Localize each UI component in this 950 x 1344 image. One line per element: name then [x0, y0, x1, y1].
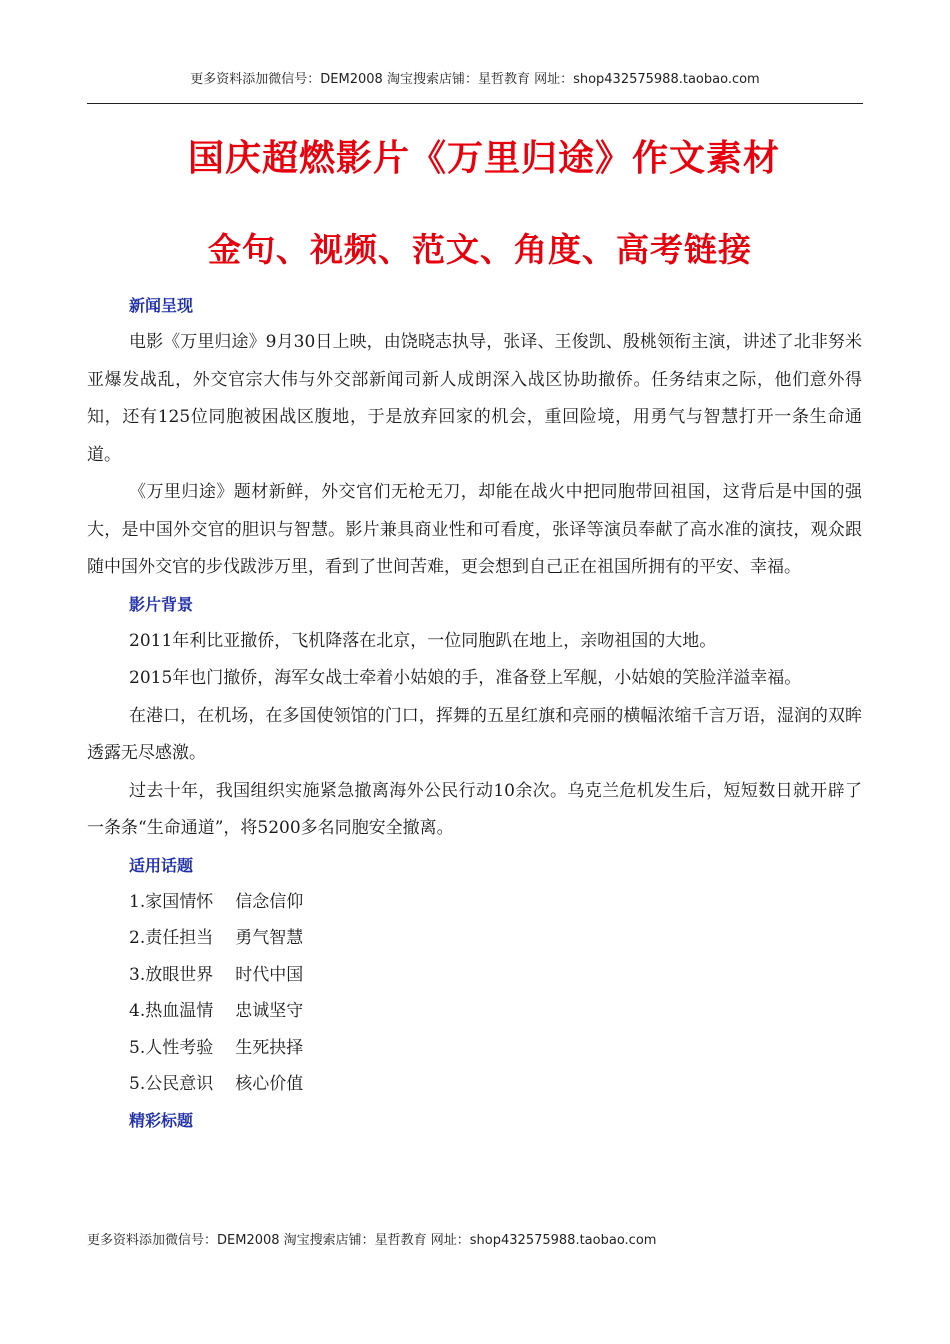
header-divider — [87, 103, 863, 104]
footer-note: 更多资料添加微信号：DEM2008 淘宝搜索店铺：星哲教育 网址：shop432575988.taobao.com — [87, 1233, 657, 1248]
topic-secondary: 时代中国 — [235, 964, 304, 985]
section-heading-news: 新闻呈现 — [129, 296, 194, 315]
document-title: 国庆超燃影片《万里归途》作文素材 — [188, 137, 781, 179]
topic-item — [87, 920, 862, 957]
header-note: 更多资料添加微信号：DEM2008 淘宝搜索店铺：星哲教育 网址：shop432575988.taobao.com — [190, 72, 760, 87]
background-paragraph: 2015年也门撤侨，海军女战士牵着小姑娘的手，准备登上军舰，小姑娘的笑脸洋溢幸福。 — [129, 668, 802, 688]
news-paragraph: 电影《万里归途》9月30日上映，由饶晓志执导，张译、王俊凯、殷桃领衔主演，讲述了北非努米亚爆发战乱，外交官宗大伟与外交部新闻司新人成朗深入战区协助撤侨。任务结束之际，他们意外得知，还有125位同胞被困战区腹地，于是放弃回家的机会，重回险境，用勇气与智慧打开一条生命通道。 — [87, 332, 862, 465]
document-subtitle: 金句、视频、范文、角度、高考链接 — [208, 230, 752, 269]
section-heading-topics: 适用话题 — [129, 855, 194, 875]
topic-secondary: 勇气智慧 — [235, 928, 304, 948]
topic-secondary: 信念信仰 — [235, 891, 304, 912]
topic-primary: 5.人性考验 — [129, 1037, 214, 1058]
topic-item — [87, 957, 862, 994]
topic-item — [87, 993, 862, 1030]
background-paragraph: 过去十年，我国组织实施紧急撤离海外公民行动10余次。乌克兰危机发生后，短短数日就开辟了一条条“生命通道”，将5200多名同胞安全撤离。 — [87, 780, 862, 838]
topic-secondary: 核心价值 — [235, 1074, 304, 1094]
section-heading-titles: 精彩标题 — [129, 1110, 194, 1130]
news-paragraph: 《万里归途》题材新鲜，外交官们无枪无刀，却能在战火中把同胞带回祖国，这背后是中国的强大，是中国外交官的胆识与智慧。影片兼具商业性和可看度，张译等演员奉献了高水准的演技，观众跟随中国外交官的步伐跋涉万里，看到了世间苦难，更会想到自己正在祖国所拥有的平安、幸福。 — [87, 482, 862, 577]
topic-primary: 1.家国情怀 — [129, 891, 214, 912]
topic-secondary: 忠诚坚守 — [235, 1001, 304, 1021]
background-paragraph: 在港口，在机场，在多国使领馆的门口，挥舞的五星红旗和亮丽的横幅浓缩千言万语，湿润的双眸透露无尽感激。 — [87, 705, 862, 763]
topic-secondary: 生死抉择 — [235, 1037, 304, 1058]
topic-primary: 5.公民意识 — [129, 1074, 214, 1094]
section-heading-background: 影片背景 — [129, 594, 194, 614]
topic-item — [87, 1066, 862, 1103]
topic-item — [87, 1030, 862, 1067]
background-paragraph: 2011年利比亚撤侨，飞机降落在北京，一位同胞趴在地上，亲吻祖国的大地。 — [129, 630, 717, 651]
topic-primary: 4.热血温情 — [129, 1001, 214, 1021]
topic-primary: 2.责任担当 — [129, 928, 214, 948]
document-body — [87, 288, 862, 1139]
topic-item — [87, 884, 862, 921]
topic-primary: 3.放眼世界 — [129, 964, 214, 985]
